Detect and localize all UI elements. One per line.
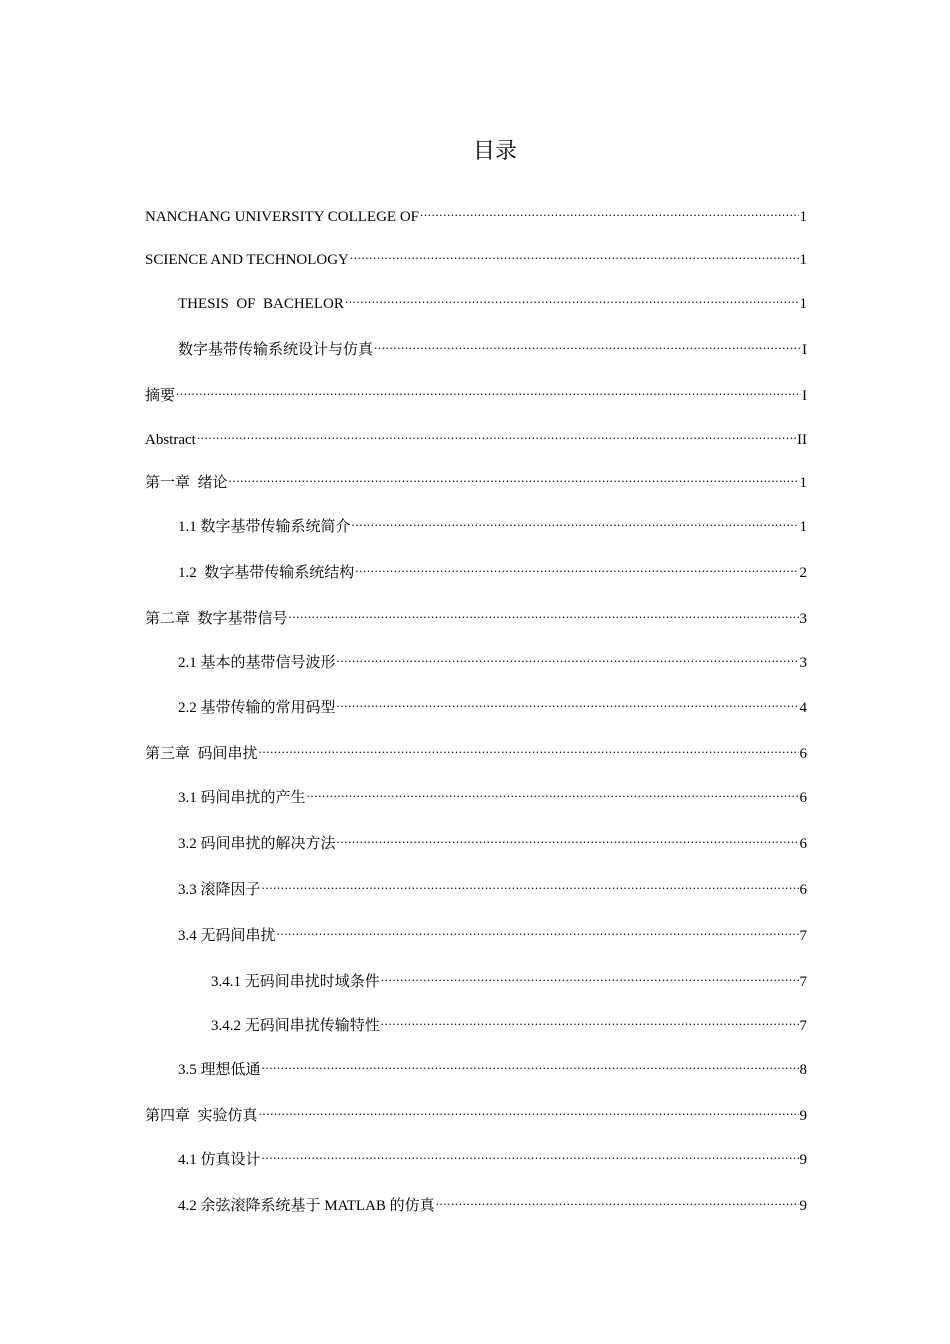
toc-entry-title: 第二章 数字基带信号 xyxy=(145,611,288,627)
toc-page-number: 7 xyxy=(799,974,807,990)
toc-entry[interactable] xyxy=(145,378,807,407)
toc-leader-dots xyxy=(289,601,799,623)
toc-entry[interactable] xyxy=(178,645,807,674)
toc-entry-title: 摘要 xyxy=(145,388,176,404)
toc-entry[interactable] xyxy=(145,242,807,271)
toc-entry[interactable] xyxy=(145,601,807,630)
toc-entry-title: 3.5 理想低通 xyxy=(178,1062,261,1078)
toc-entry-title: 2.2 基带传输的常用码型 xyxy=(178,700,336,716)
toc-leader-dots xyxy=(307,780,799,802)
toc-page-number: I xyxy=(802,342,807,358)
toc-entry[interactable] xyxy=(178,555,807,584)
toc-leader-dots xyxy=(262,1052,799,1074)
toc-entry[interactable] xyxy=(178,1188,807,1217)
toc-entry[interactable] xyxy=(178,780,807,809)
page-title: 目录 xyxy=(472,138,517,163)
toc-leader-dots xyxy=(337,826,799,848)
toc-leader-dots xyxy=(337,645,799,667)
toc-leader-dots xyxy=(381,1008,799,1030)
toc-page-number: 3 xyxy=(799,611,807,627)
toc-entry[interactable] xyxy=(145,465,807,494)
toc-leader-dots xyxy=(350,242,799,264)
toc-entry[interactable] xyxy=(145,422,807,451)
toc-entry[interactable] xyxy=(178,690,807,719)
toc-page-number: 6 xyxy=(799,836,807,852)
toc-entry-title: 第一章 绪论 xyxy=(145,475,228,491)
toc-page-number: 1 xyxy=(799,296,807,312)
toc-entry-title: 3.3 滚降因子 xyxy=(178,882,261,898)
toc-leader-dots xyxy=(176,378,801,400)
toc-leader-dots xyxy=(262,1142,799,1164)
toc-page-number: 7 xyxy=(799,928,807,944)
toc-page-number: 6 xyxy=(799,882,807,898)
toc-entry-title: 4.2 余弦滚降系统基于 MATLAB 的仿真 xyxy=(178,1198,435,1214)
toc-entry[interactable] xyxy=(178,332,807,361)
toc-entry[interactable] xyxy=(178,918,807,947)
toc-entry[interactable] xyxy=(145,1098,807,1127)
toc-entry-title: 1.1 数字基带传输系统简介 xyxy=(178,519,351,535)
toc-leader-dots xyxy=(436,1188,799,1210)
toc-entry[interactable] xyxy=(178,509,807,538)
toc-page-number: 6 xyxy=(799,790,807,806)
toc-page-number: 6 xyxy=(799,746,807,762)
toc-entry-title: Abstract xyxy=(145,432,196,448)
toc-entry[interactable] xyxy=(211,964,807,993)
toc-page-number: 1 xyxy=(799,519,807,535)
toc-entry[interactable] xyxy=(211,1008,807,1037)
toc-entry[interactable] xyxy=(145,736,807,765)
toc-leader-dots xyxy=(259,1098,799,1120)
toc-page-number: 4 xyxy=(799,700,807,716)
toc-entry-title: 第三章 码间串扰 xyxy=(145,746,258,762)
toc-leader-dots xyxy=(229,465,799,487)
toc-page-number: 1 xyxy=(799,475,807,491)
toc-entry-title: 3.1 码间串扰的产生 xyxy=(178,790,306,806)
toc-page-number: 8 xyxy=(799,1062,807,1078)
toc-entry-title: 3.4 无码间串扰 xyxy=(178,928,276,944)
toc-page-number: 9 xyxy=(799,1152,807,1168)
toc-leader-dots xyxy=(345,286,799,308)
toc-page-number: I xyxy=(802,388,807,404)
toc-page-number: 3 xyxy=(799,655,807,671)
toc-entry[interactable] xyxy=(178,1142,807,1171)
toc-leader-dots xyxy=(355,555,798,577)
toc-entry-title: 第四章 实验仿真 xyxy=(145,1108,258,1124)
toc-entry-title: 2.1 基本的基带信号波形 xyxy=(178,655,336,671)
toc-page-number: 9 xyxy=(799,1108,807,1124)
toc-leader-dots xyxy=(381,964,799,986)
toc-entry[interactable] xyxy=(178,826,807,855)
toc-entry-title: NANCHANG UNIVERSITY COLLEGE OF xyxy=(145,209,420,225)
toc-entry-title: 数字基带传输系统设计与仿真 xyxy=(178,342,374,358)
toc-entry-title: 3.4.1 无码间串扰时域条件 xyxy=(211,974,380,990)
toc-leader-dots xyxy=(337,690,799,712)
toc-entry[interactable] xyxy=(178,1052,807,1081)
toc-leader-dots xyxy=(262,872,799,894)
toc-page-number: 2 xyxy=(799,565,807,581)
toc-entry[interactable] xyxy=(178,286,807,315)
toc-entry-title: SCIENCE AND TECHNOLOGY xyxy=(145,252,349,268)
toc-entry[interactable] xyxy=(178,872,807,901)
toc-entry-title: 4.1 仿真设计 xyxy=(178,1152,261,1168)
toc-entry[interactable] xyxy=(145,199,807,228)
toc-page-number: 9 xyxy=(799,1198,807,1214)
toc-leader-dots xyxy=(352,509,799,531)
toc-leader-dots xyxy=(197,422,796,444)
toc-leader-dots xyxy=(277,918,799,940)
toc-leader-dots xyxy=(259,736,799,758)
toc-page-number: 1 xyxy=(799,252,807,268)
toc-leader-dots xyxy=(374,332,801,354)
toc-leader-dots xyxy=(420,199,798,221)
toc-entry-title: THESIS OF BACHELOR xyxy=(178,296,344,312)
toc-entry-title: 3.4.2 无码间串扰传输特性 xyxy=(211,1018,380,1034)
toc-entry-title: 1.2 数字基带传输系统结构 xyxy=(178,565,355,581)
toc-entry-title: 3.2 码间串扰的解决方法 xyxy=(178,836,336,852)
toc-page-number: 1 xyxy=(799,209,807,225)
toc-page-number: 7 xyxy=(799,1018,807,1034)
toc-page-number: II xyxy=(797,432,807,448)
